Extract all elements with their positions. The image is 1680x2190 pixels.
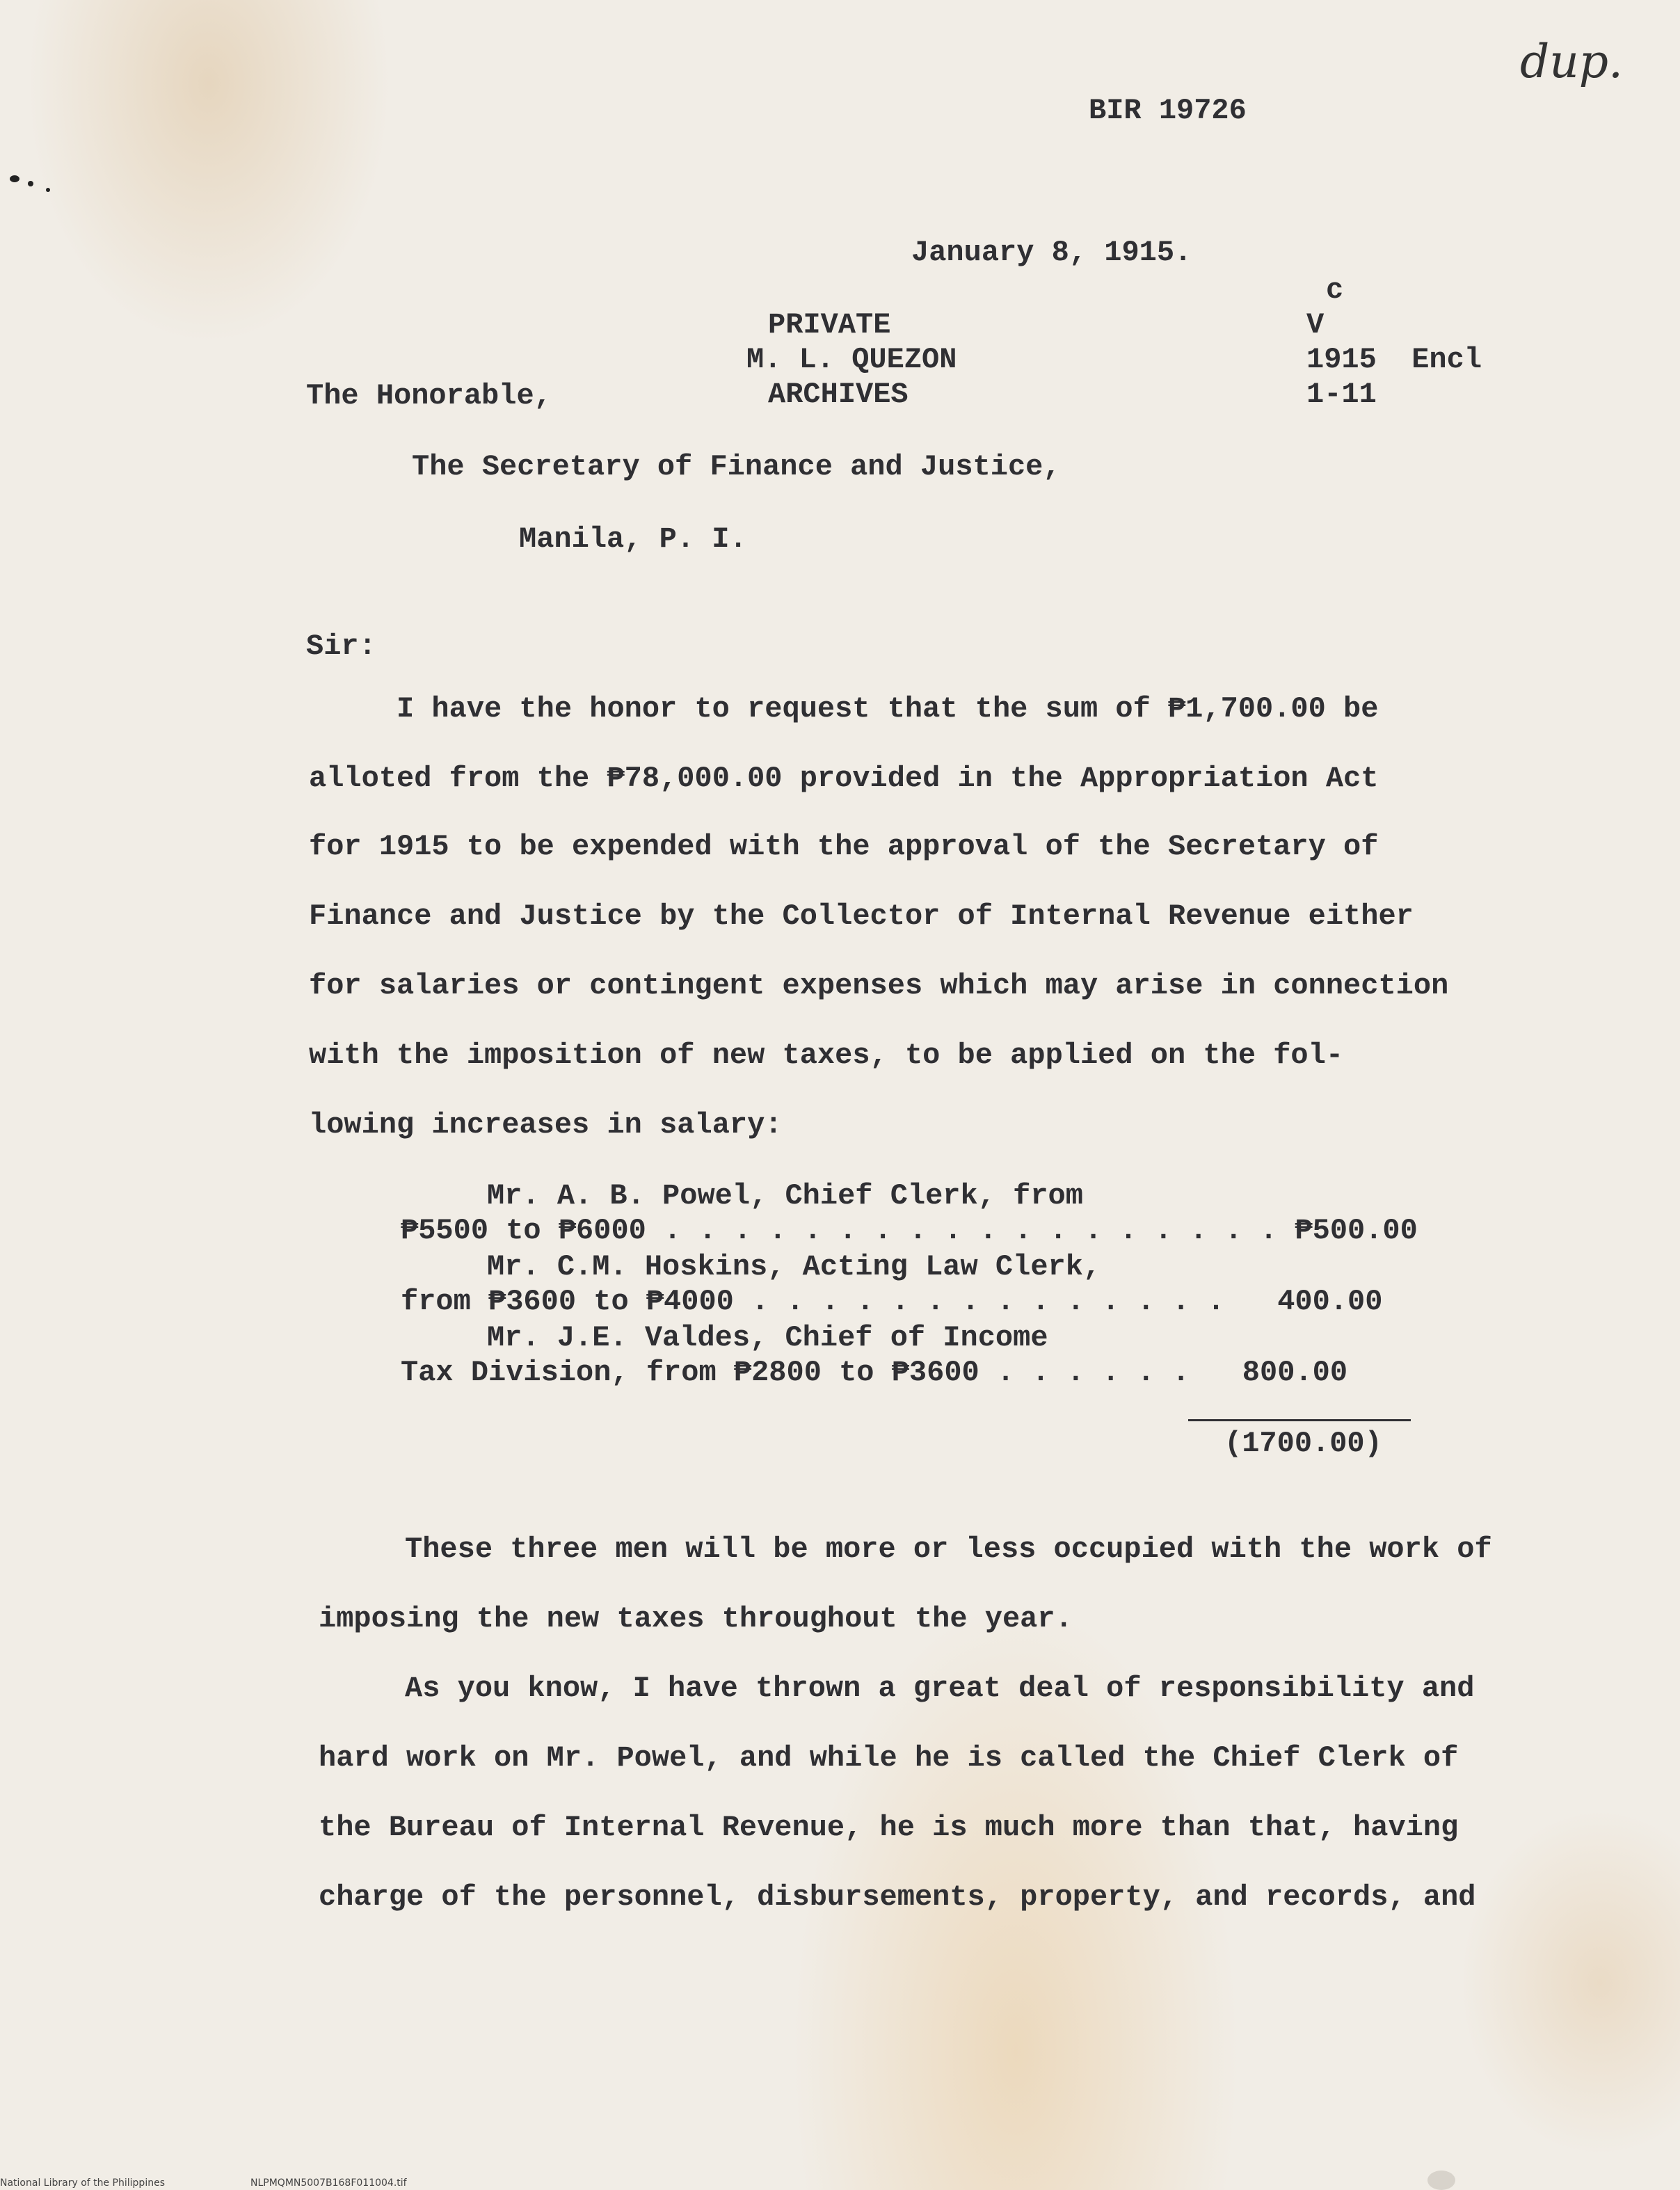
salary-item-name: Mr. J.E. Valdes, Chief of Income [487, 1321, 1048, 1354]
paragraph3-line: hard work on Mr. Powel, and while he is called the Chief Clerk of [319, 1741, 1459, 1775]
footer-file-id: NLPMQMN5007B168F011004.tif [250, 2177, 407, 2189]
paragraph2-line: imposing the new taxes throughout the year. [319, 1602, 1073, 1636]
filing-line-1: c [1326, 273, 1344, 307]
address-recipient: The Secretary of Finance and Justice, [412, 450, 1061, 483]
footer-library: National Library of the Philippines [0, 2177, 165, 2189]
stamp-line-2: M. L. QUEZON [746, 343, 957, 376]
stamp-line-3: ARCHIVES [768, 378, 909, 411]
paragraph1-line: for 1915 to be expended with the approval of the Secretary of [309, 830, 1379, 863]
paragraph2-line: These three men will be more or less occupied with the work of [405, 1533, 1492, 1566]
corner-hole [1427, 2171, 1455, 2190]
salary-item-amount: ₱5500 to ₱6000 . . . . . . . . . . . . . . . . . . ₱500.00 [401, 1214, 1418, 1247]
salary-item-name: Mr. A. B. Powel, Chief Clerk, from [487, 1179, 1083, 1213]
greeting: Sir: [306, 630, 376, 663]
paragraph1-line: alloted from the ₱78,000.00 provided in the Appropriation Act [309, 762, 1379, 795]
edge-mark [28, 181, 33, 186]
edge-mark [10, 175, 19, 182]
paragraph3-line: As you know, I have thrown a great deal of responsibility and [405, 1672, 1475, 1705]
paragraph1-line: I have the honor to request that the sum of ₱1,700.00 be [397, 692, 1379, 726]
letter-date: January 8, 1915. [911, 236, 1192, 269]
total-rule [1188, 1419, 1411, 1421]
paragraph1-line: Finance and Justice by the Collector of Internal Revenue either [309, 900, 1414, 933]
edge-mark [46, 188, 50, 192]
paragraph1-line: with the imposition of new taxes, to be applied on the fol- [309, 1039, 1344, 1072]
filing-line-3: 1915 Encl [1306, 343, 1482, 376]
salary-item-name: Mr. C.M. Hoskins, Acting Law Clerk, [487, 1250, 1101, 1284]
salary-item-amount: Tax Division, from ₱2800 to ₱3600 . . . . . . 800.00 [401, 1356, 1348, 1389]
total-amount: (1700.00) [1224, 1427, 1382, 1460]
paragraph3-line: charge of the personnel, disbursements, property, and records, and [319, 1880, 1476, 1914]
paragraph1-line: for salaries or contingent expenses which may arise in connection [309, 969, 1449, 1002]
paragraph1-line: lowing increases in salary: [309, 1108, 783, 1142]
filing-line-2: V [1306, 308, 1325, 342]
file-number: BIR 19726 [1089, 94, 1247, 127]
filing-line-4: 1-11 [1306, 378, 1377, 411]
paragraph3-line: the Bureau of Internal Revenue, he is much more than that, having [319, 1811, 1459, 1844]
stamp-line-1: PRIVATE [768, 308, 891, 342]
handwritten-note: dup. [1520, 35, 1623, 88]
address-salutation: The Honorable, [306, 379, 552, 413]
salary-item-amount: from ₱3600 to ₱4000 . . . . . . . . . . . . . . 400.00 [401, 1285, 1383, 1318]
address-location: Manila, P. I. [519, 522, 747, 556]
